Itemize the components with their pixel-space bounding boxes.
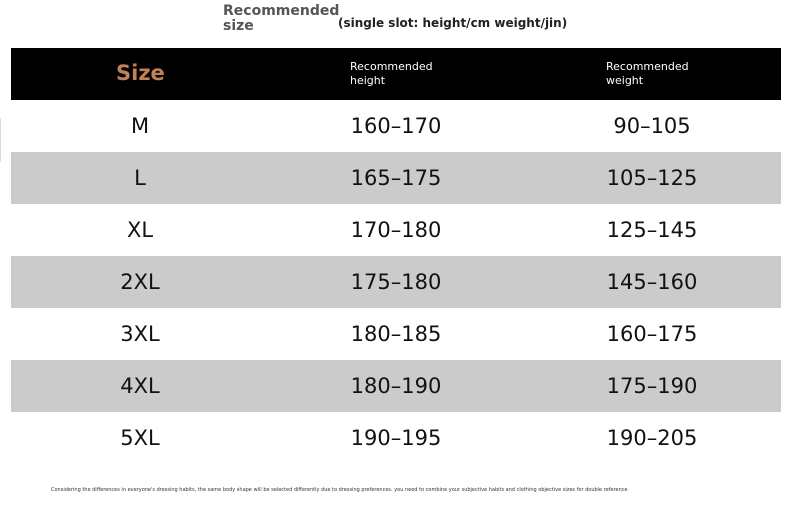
height-cell: 165–175 — [350, 166, 442, 190]
size-cell: 2XL — [120, 270, 160, 294]
weight-cell: 190–205 — [606, 426, 698, 450]
size-column-header: Size — [116, 61, 165, 85]
weight-column-header: Recommended weight — [606, 60, 689, 87]
size-chart-table — [11, 48, 781, 464]
table-row — [11, 412, 781, 464]
weight-cell: 145–160 — [606, 270, 698, 294]
page-title: Recommended size — [223, 3, 340, 34]
size-cell: 3XL — [120, 322, 160, 346]
table-row — [11, 204, 781, 256]
size-cell: L — [134, 166, 146, 190]
height-cell: 160–170 — [350, 114, 442, 138]
size-cell: XL — [126, 218, 154, 242]
height-column-header: Recommended height — [350, 60, 433, 87]
height-cell: 175–180 — [350, 270, 442, 294]
height-cell: 180–190 — [350, 374, 442, 398]
size-cell: 4XL — [120, 374, 160, 398]
page-subtitle: (single slot: height/cm weight/jin) — [338, 16, 568, 30]
left-edge-mark — [0, 118, 1, 162]
weight-cell: 90–105 — [613, 114, 691, 138]
footer-note: Considering the differences in everyone's dressing habits, the same body shape will be selected differently due to dressing preferences. you need to combine your subjective habits and clothing objective sizes for double reference — [51, 487, 628, 493]
weight-cell: 125–145 — [606, 218, 698, 242]
table-row — [11, 256, 781, 308]
table-row — [11, 100, 781, 152]
size-cell: M — [130, 114, 150, 138]
table-row — [11, 152, 781, 204]
table-header-row — [11, 48, 781, 100]
weight-cell: 175–190 — [606, 374, 698, 398]
table-row — [11, 360, 781, 412]
weight-cell: 160–175 — [606, 322, 698, 346]
weight-cell: 105–125 — [606, 166, 698, 190]
height-cell: 180–185 — [350, 322, 442, 346]
table-row — [11, 308, 781, 360]
height-cell: 170–180 — [350, 218, 442, 242]
size-cell: 5XL — [120, 426, 160, 450]
height-cell: 190–195 — [350, 426, 442, 450]
